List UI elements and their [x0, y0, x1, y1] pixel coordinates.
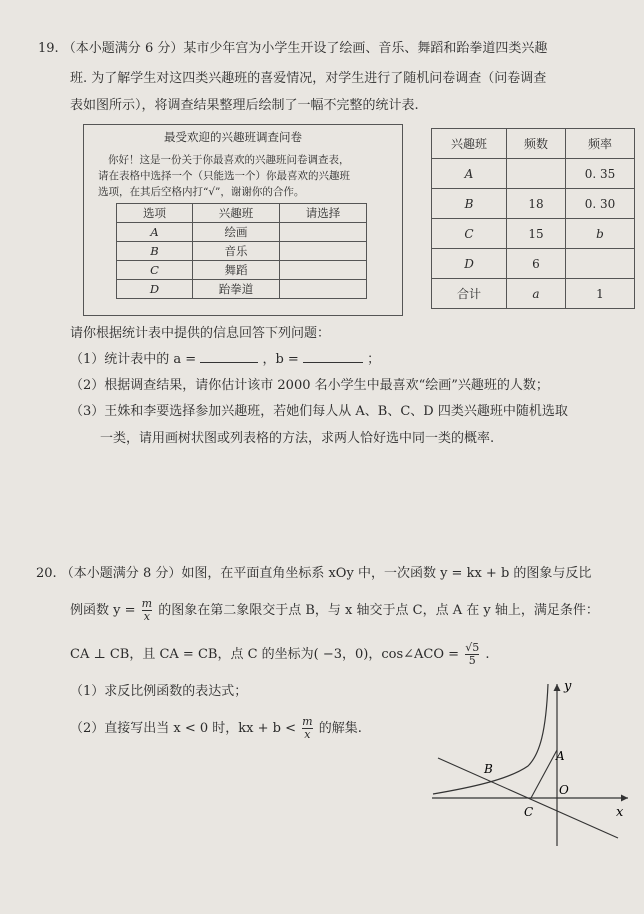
questionnaire-box	[83, 124, 403, 316]
table-row	[432, 279, 635, 309]
origin-label: O	[559, 783, 569, 797]
option-cell: A	[117, 223, 193, 242]
x-axis-label: x	[616, 805, 624, 820]
choice-cell	[280, 242, 367, 261]
class-cell: 跆拳道	[193, 280, 280, 299]
y-axis-label: y	[564, 679, 572, 694]
table-row	[117, 280, 367, 299]
table-row	[117, 223, 367, 242]
sub1-a-text: （1）统计表中的 a =	[70, 352, 197, 367]
coordinate-graph	[428, 676, 638, 848]
q19-sub1	[70, 350, 380, 369]
frequency-table	[431, 128, 635, 309]
table-row	[117, 261, 367, 280]
line3-end: .	[485, 647, 490, 662]
count-cell: 18	[507, 189, 566, 219]
answer-blank-a[interactable]	[200, 350, 258, 363]
freq-cell: 0. 30	[566, 189, 635, 219]
freq-cell: 0. 35	[566, 159, 635, 189]
option-cell: D	[117, 280, 193, 299]
questionnaire-title: 最受欢迎的兴趣班调查问卷	[164, 130, 302, 144]
q19-intro-line1: 19. （本小题满分 6 分）某市少年宫为小学生开设了绘画、音乐、舞蹈和跆拳道四类兴趣	[38, 41, 548, 56]
freq-cell	[566, 249, 635, 279]
class-cell: A	[432, 159, 507, 189]
q19-sub3-line1: （3）王姝和李要选择参加兴趣班，若她们每人从 A、B、C、D 四类兴趣班中随机选取	[70, 404, 568, 419]
table-row	[432, 189, 635, 219]
count-cell	[507, 159, 566, 189]
class-cell: 音乐	[193, 242, 280, 261]
sub2-post: 的解集.	[318, 721, 362, 736]
table-header-row	[117, 204, 367, 223]
fraction-denominator: x	[304, 728, 311, 741]
sub2-pre: （2）直接写出当 x < 0 时，kx + b <	[70, 721, 297, 736]
option-cell: C	[117, 261, 193, 280]
fraction-numerator: m	[141, 597, 153, 610]
table-row	[432, 249, 635, 279]
questionnaire-text-3: 选项，在其后空格内打“√”，谢谢你的合作。	[98, 186, 305, 198]
q20-sub1: （1）求反比例函数的表达式；	[70, 684, 248, 699]
class-cell: C	[432, 219, 507, 249]
sub1-b-text: ，b =	[262, 352, 299, 367]
q19-prompt: 请你根据统计表中提供的信息回答下列问题：	[70, 326, 331, 341]
line3-pre: CA ⊥ CB，且 CA = CB，点 C 的坐标为( −3，0)，cos∠ACO =	[70, 647, 460, 662]
class-cell: 绘画	[193, 223, 280, 242]
table-row	[432, 219, 635, 249]
count-cell: 15	[507, 219, 566, 249]
fraction-numerator: m	[302, 715, 313, 728]
q20-line2	[70, 598, 599, 623]
class-cell: 舞蹈	[193, 261, 280, 280]
class-cell: 合计	[432, 279, 507, 309]
point-b-label: B	[484, 762, 493, 776]
q19-intro-line3: 表如图所示），将调查结果整理后绘制了一幅不完整的统计表.	[70, 98, 419, 113]
header-cell: 频率	[566, 129, 635, 159]
table-header-row	[432, 129, 635, 159]
q20-line1: 20. （本小题满分 8 分）如图，在平面直角坐标系 xOy 中，一次函数 y = kx + b 的图象与反比	[36, 566, 592, 581]
freq-cell: b	[566, 219, 635, 249]
line2-post: 的图象在第二象限交于点 B，与 x 轴交于点 C，点 A 在 y 轴上，满足条件：	[158, 603, 599, 618]
fraction-m-over-x	[142, 598, 152, 623]
header-cell: 兴趣班	[193, 204, 280, 223]
choice-cell	[280, 280, 367, 299]
class-cell: B	[432, 189, 507, 219]
count-cell: a	[507, 279, 566, 309]
fraction-numerator: √5	[465, 641, 480, 654]
line2-pre: 例函数 y =	[70, 603, 136, 618]
q20-line3	[70, 642, 490, 667]
table-row	[432, 159, 635, 189]
fraction-m-over-x	[302, 716, 312, 741]
point-c-label: C	[524, 805, 534, 819]
q20-sub2	[70, 716, 362, 741]
answer-blank-b[interactable]	[303, 350, 363, 363]
header-cell: 频数	[507, 129, 566, 159]
q19-sub3-line2: 一类，请用画树状图或列表格的方法，求两人恰好选中同一类的概率.	[100, 431, 495, 446]
freq-cell: 1	[566, 279, 635, 309]
fraction-sqrt5-over-5	[465, 642, 479, 667]
sub1-end: ；	[367, 352, 381, 367]
fraction-denominator: x	[143, 610, 150, 623]
point-a-label: A	[556, 749, 565, 763]
questionnaire-text-2: 请在表格中选择一个（只能选一个）你最喜欢的兴趣班	[98, 170, 350, 182]
header-cell: 兴趣班	[432, 129, 507, 159]
fraction-denominator: 5	[468, 654, 476, 667]
questionnaire-table	[116, 203, 367, 299]
hyperbola-curve	[433, 684, 548, 794]
header-cell: 请选择	[280, 204, 367, 223]
option-cell: B	[117, 242, 193, 261]
header-cell: 选项	[117, 204, 193, 223]
table-row	[117, 242, 367, 261]
questionnaire-text-1: 你好！这是一份关于你最喜欢的兴趣班问卷调查表，	[108, 154, 350, 166]
count-cell: 6	[507, 249, 566, 279]
q19-sub2: （2）根据调查结果，请你估计该市 2000 名小学生中最喜欢“绘画”兴趣班的人数；	[70, 378, 549, 393]
q19-intro-line2: 班. 为了解学生对这四类兴趣班的喜爱情况，对学生进行了随机问卷调查（问卷调查	[70, 71, 547, 86]
choice-cell	[280, 223, 367, 242]
class-cell: D	[432, 249, 507, 279]
choice-cell	[280, 261, 367, 280]
